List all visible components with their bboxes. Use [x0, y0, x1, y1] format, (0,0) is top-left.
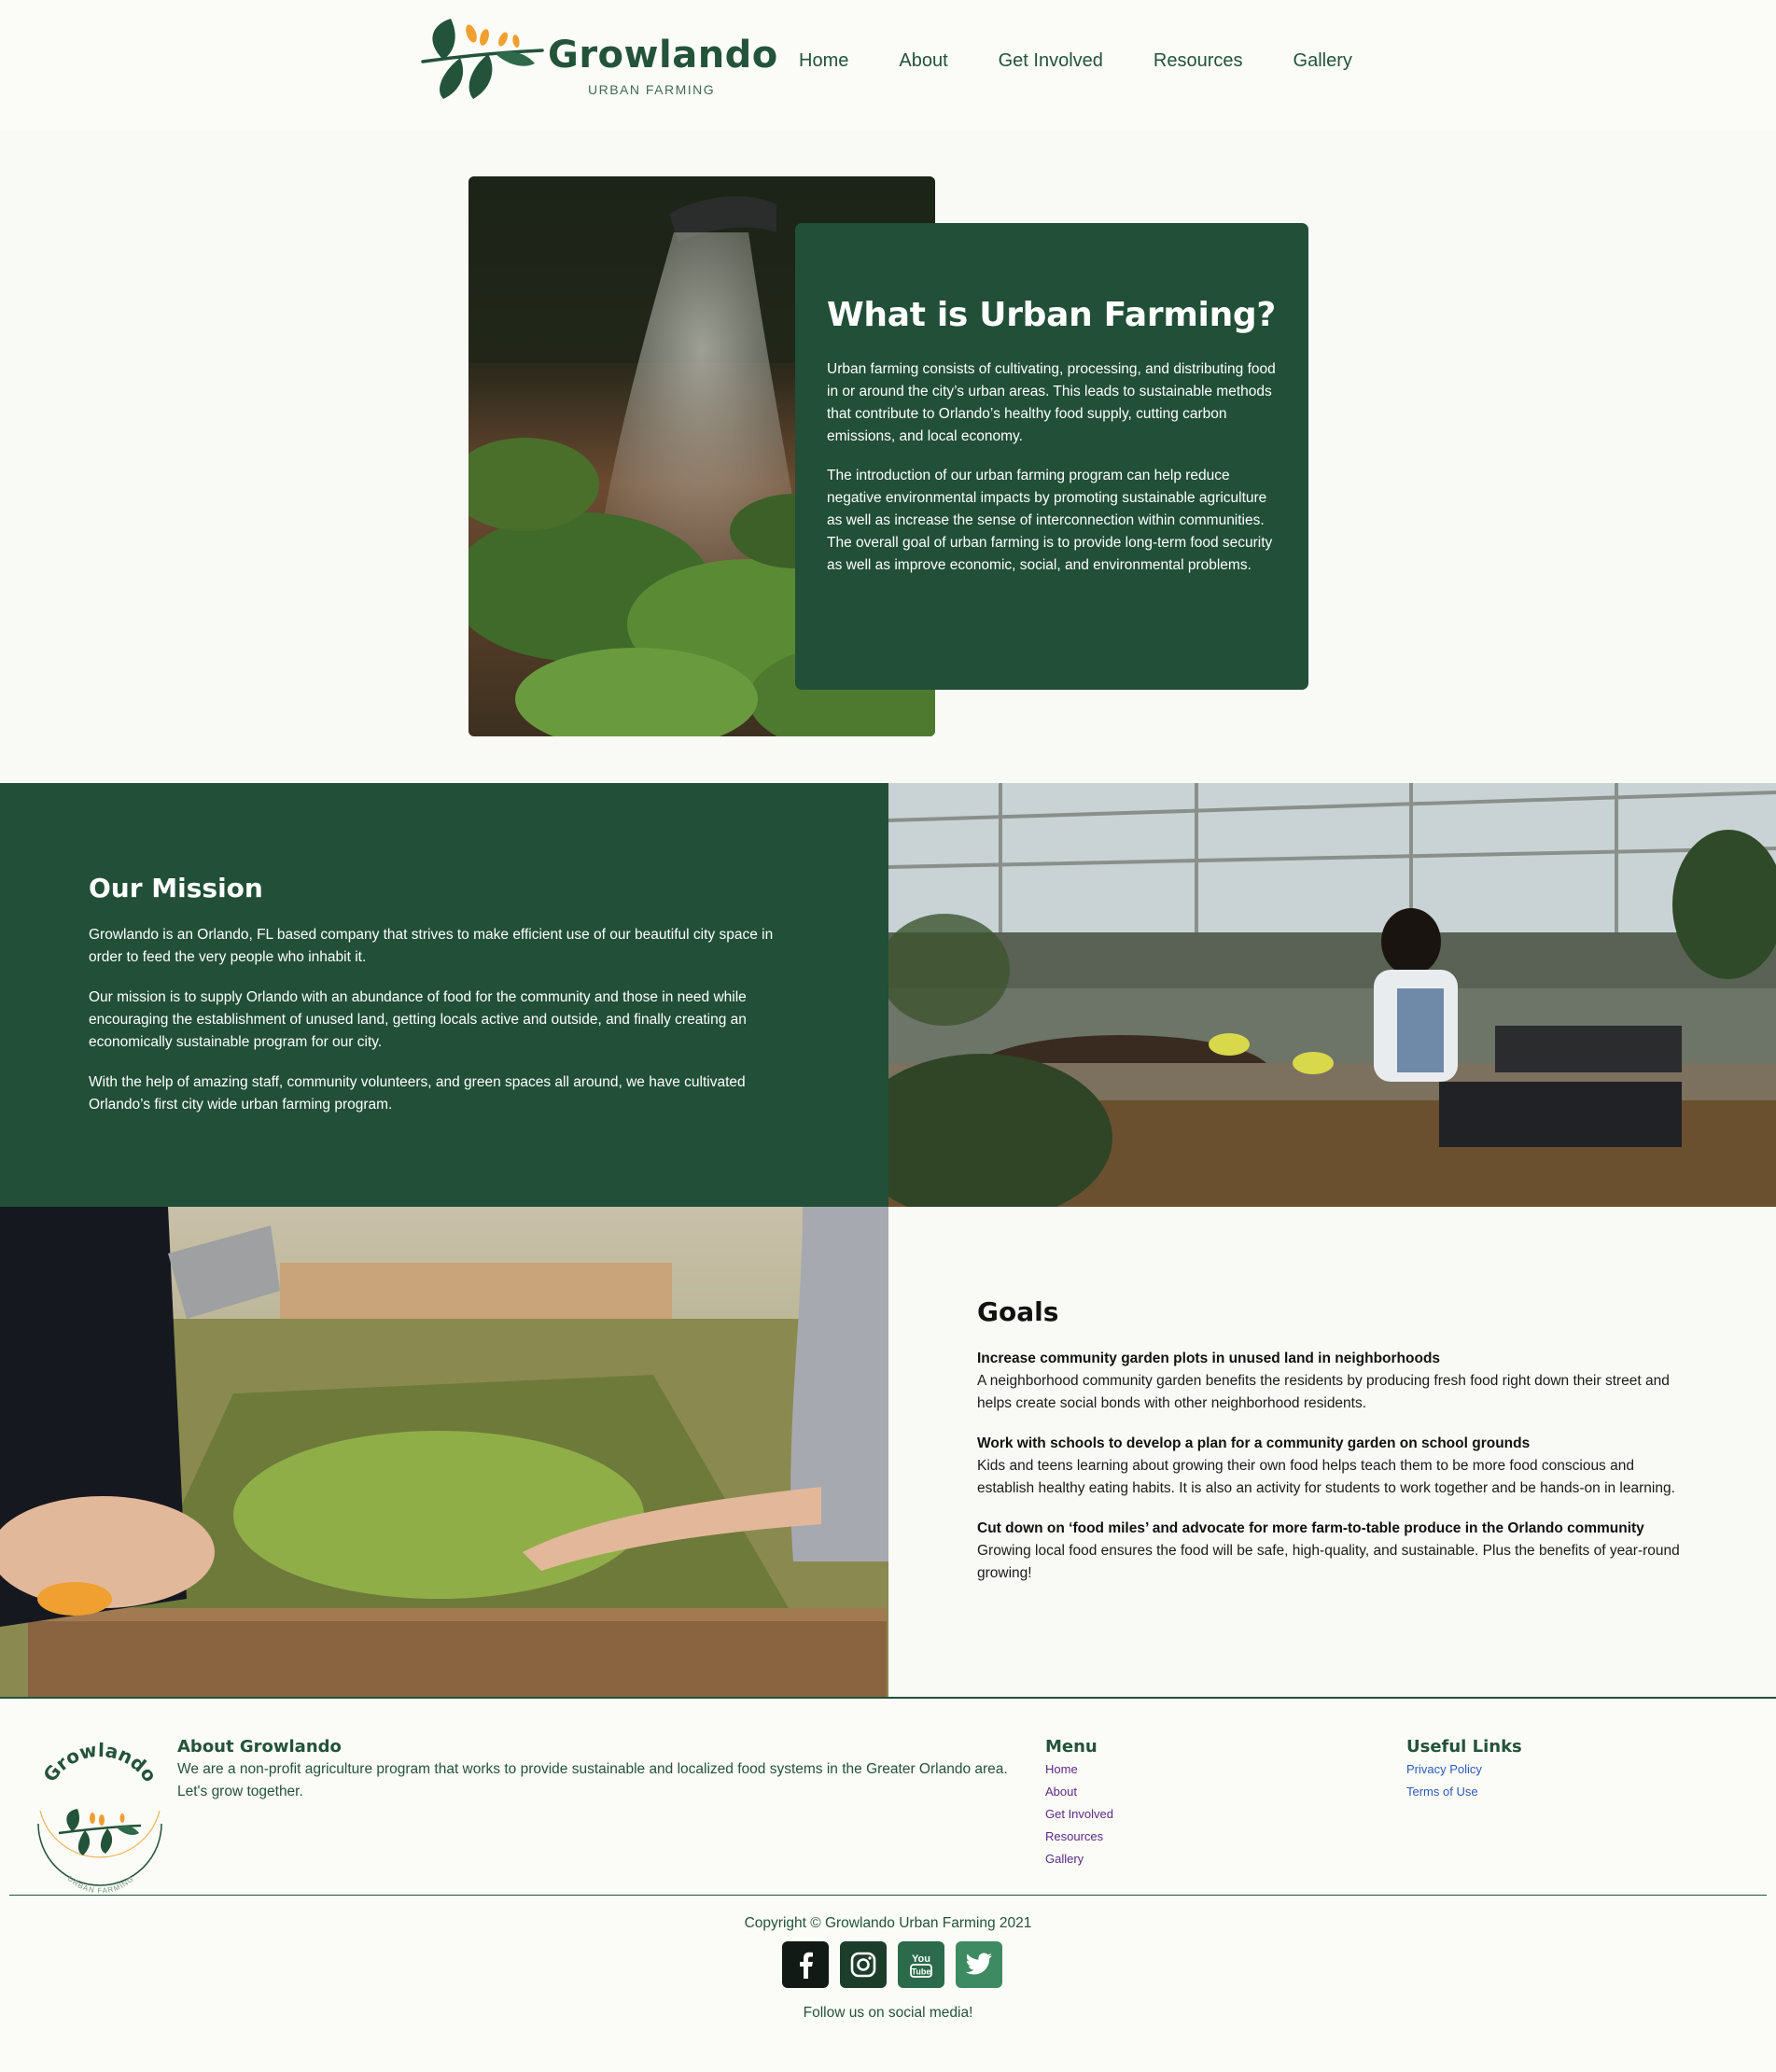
footer-useful-links — [1406, 1736, 1522, 1803]
facebook-button[interactable] — [782, 1941, 829, 1988]
goal-heading: Work with schools to develop a plan for a community garden on school grounds — [977, 1435, 1531, 1451]
footer-links-title: Useful Links — [1406, 1737, 1522, 1757]
goal-item — [977, 1433, 1687, 1500]
svg-text:Tube: Tube — [911, 1967, 931, 1977]
footer-link-resources[interactable]: Resources — [1045, 1829, 1104, 1843]
youtube-button[interactable] — [898, 1941, 944, 1988]
footer-divider — [9, 1895, 1767, 1896]
leaf-branch-icon — [415, 13, 546, 102]
footer-link-about[interactable]: About — [1045, 1785, 1077, 1799]
goal-heading: Increase community garden plots in unused land in neighborhoods — [977, 1351, 1441, 1366]
footer-link-privacy[interactable]: Privacy Policy — [1406, 1762, 1482, 1776]
copyright-text: Copyright © Growlando Urban Farming 2021 — [744, 1915, 1032, 1931]
footer-about-title: About Growlando — [177, 1737, 342, 1757]
svg-text:Growlando — [38, 1739, 161, 1786]
about-title: What is Urban Farming? — [827, 296, 1276, 334]
footer-link-home[interactable]: Home — [1045, 1762, 1078, 1776]
svg-text:URBAN FARMING — [66, 1874, 136, 1895]
twitter-icon — [965, 1953, 993, 1977]
instagram-button[interactable] — [840, 1941, 887, 1988]
youtube-icon — [907, 1950, 935, 1980]
facebook-icon — [793, 1951, 818, 1979]
nav-resources[interactable]: Resources — [1153, 50, 1243, 71]
brand-name: Growlando — [548, 34, 778, 77]
footer-menu-title: Menu — [1045, 1737, 1098, 1757]
brand-logo[interactable] — [415, 9, 778, 103]
goal-item — [977, 1518, 1687, 1585]
goal-text: Growing local food ensures the food will be safe, high-quality, and sustainable. Plus the benefits of year-round growing! — [977, 1543, 1680, 1581]
goals-section — [888, 1207, 1776, 1697]
greenhouse-photo — [888, 783, 1776, 1207]
footer-about — [177, 1736, 1017, 1803]
goal-heading: Cut down on ‘food miles’ and advocate for more farm-to-table produce in the Orlando community — [977, 1520, 1644, 1536]
footer-link-gallery[interactable]: Gallery — [1045, 1852, 1084, 1866]
goal-text: A neighborhood community garden benefits the residents by producing fresh food right down their street and helps create social bonds with other neighborhood residents. — [977, 1373, 1670, 1411]
circle-logo-word: Growlando — [38, 1738, 161, 1786]
footer-menu — [1045, 1736, 1113, 1870]
circle-logo-sub: URBAN FARMING — [65, 1874, 136, 1896]
goal-item — [977, 1348, 1687, 1415]
garden-planting-photo — [0, 1207, 888, 1697]
footer-link-terms[interactable]: Terms of Use — [1406, 1785, 1478, 1799]
footer-link-get-involved[interactable]: Get Involved — [1045, 1807, 1113, 1821]
social-links — [782, 1941, 1014, 1988]
mission-section — [0, 783, 888, 1207]
about-paragraph: The introduction of our urban farming program can help reduce negative environmental impacts by promoting sustainable agriculture as well as increase the sense of interconnection within communities. The overall goal of urban farming is to provide long-term food security as well as improve economic, social, and environmental problems. — [827, 468, 1273, 573]
nav-about[interactable]: About — [899, 50, 948, 71]
site-footer — [0, 1699, 1776, 2072]
mission-paragraph: Our mission is to supply Orlando with an abundance of food for the community and those in need while encouraging the establishment of unused land, getting locals active and outside, and finally creating an economically sustainable program for our city. — [89, 989, 747, 1050]
nav-gallery[interactable]: Gallery — [1293, 50, 1352, 71]
follow-text: Follow us on social media! — [803, 2005, 973, 2021]
footer-circle-logo[interactable] — [31, 1738, 169, 1897]
goals-title: Goals — [977, 1296, 1059, 1327]
mission-paragraph: Growlando is an Orlando, FL based company that strives to make efficient use of our beautiful city space in order to feed the very people who inhabit it. — [89, 927, 774, 965]
site-header — [0, 0, 1776, 131]
mission-title: Our Mission — [89, 873, 263, 903]
nav-home[interactable]: Home — [799, 50, 849, 71]
nav-get-involved[interactable]: Get Involved — [998, 50, 1103, 71]
main-nav — [799, 50, 1403, 72]
about-card — [795, 223, 1308, 690]
instagram-icon — [849, 1951, 877, 1979]
goal-text: Kids and teens learning about growing their own food helps teach them to be more food conscious and establish healthy eating habits. It is also an activity for students to work together and be hands-on in learning. — [977, 1458, 1675, 1496]
footer-about-text: We are a non-profit agriculture program that works to provide sustainable and localized food systems in the Greater Orlando area. Let's grow together. — [177, 1761, 1008, 1799]
svg-text:You: You — [912, 1953, 930, 1965]
brand-tagline: URBAN FARMING — [588, 82, 716, 97]
mission-paragraph: With the help of amazing staff, community volunteers, and green spaces all around, we have cultivated Orlando’s first city wide urban farming program. — [89, 1074, 746, 1113]
about-paragraph: Urban farming consists of cultivating, processing, and distributing food in or around the city’s urban areas. This leads to sustainable methods that contribute to Orlando’s healthy food supply, cutting carbon emissions, and local economy. — [827, 361, 1276, 444]
twitter-button[interactable] — [956, 1941, 1002, 1988]
